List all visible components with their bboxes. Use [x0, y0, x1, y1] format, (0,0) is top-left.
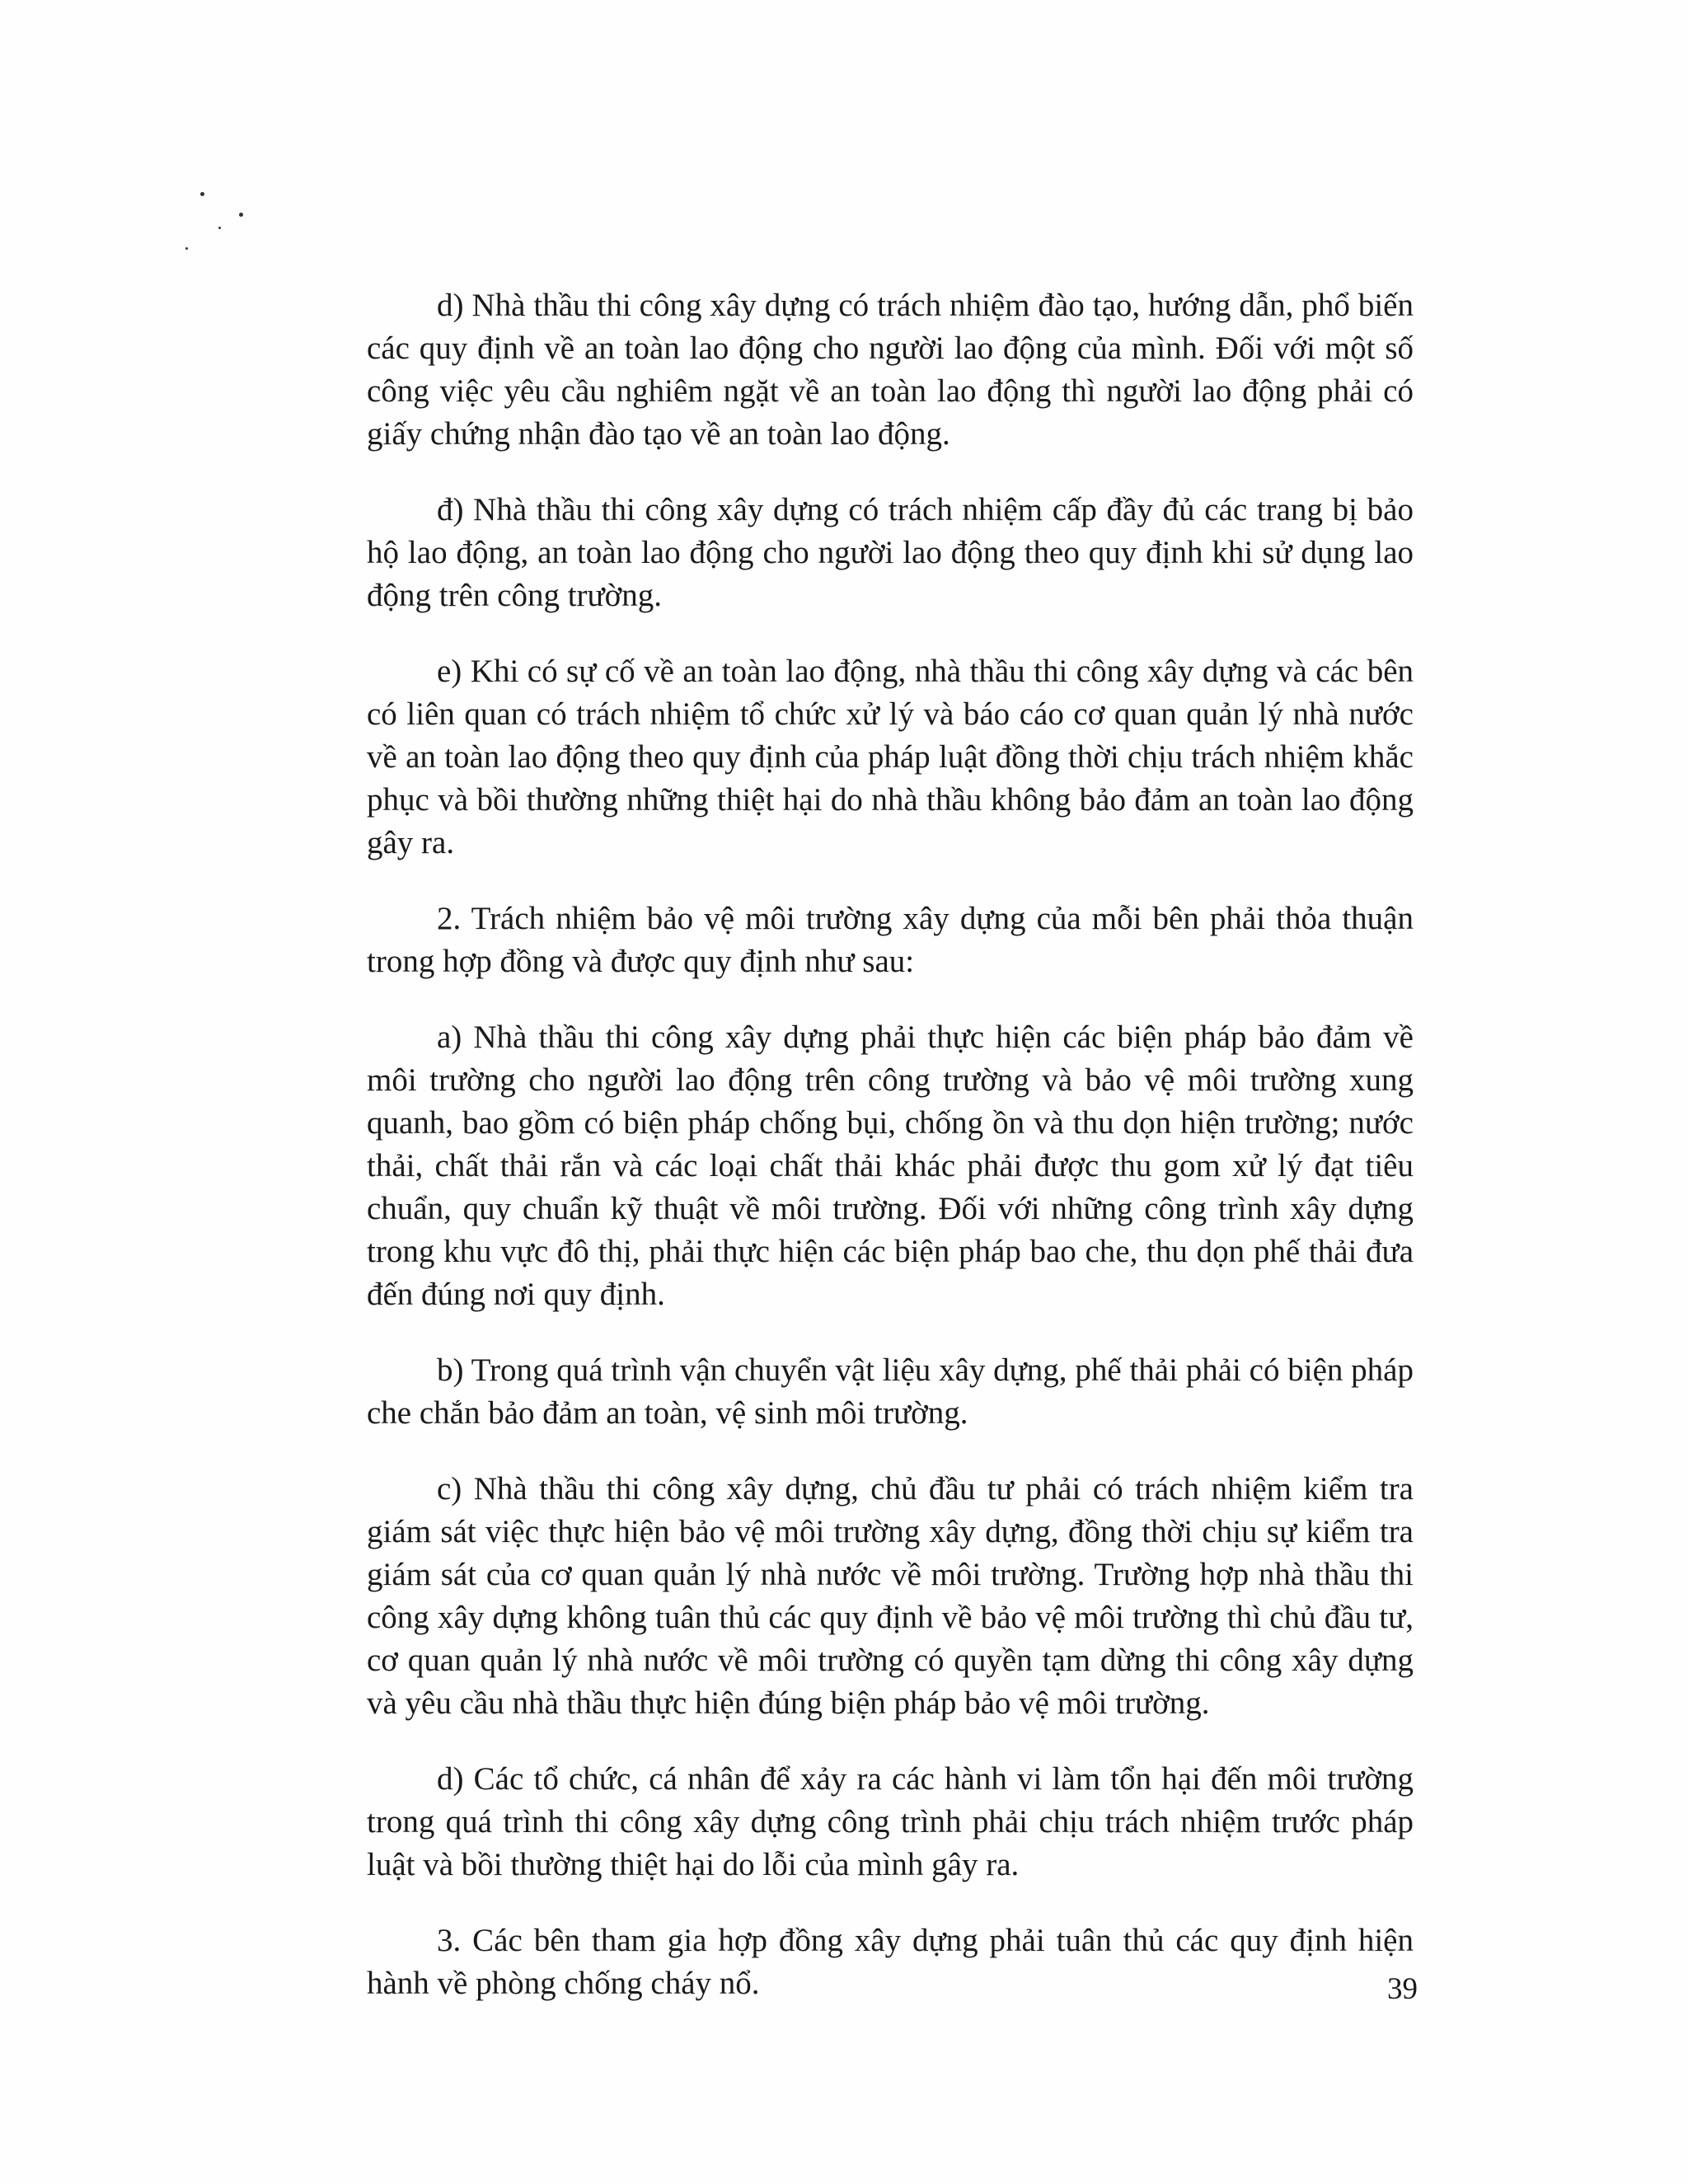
- paragraph-2-environment: 2. Trách nhiệm bảo vệ môi trường xây dựng của mỗi bên phải thỏa thuận trong hợp đồng và được quy định như sau:: [367, 901, 1414, 979]
- paragraph-c-supervision: c) Nhà thầu thi công xây dựng, chủ đầu tư phải có trách nhiệm kiểm tra giám sát việc thực hiện bảo vệ môi trường xây dựng, đồng thời chịu sự kiểm tra giám sát của cơ quan quản lý nhà nước về môi trường. Trường hợp nhà thầu thi công xây dựng không tuân thủ các quy định về bảo vệ môi trường thì chủ đầu tư, cơ quan quản lý nhà nước về môi trường có quyền tạm dừng thi công xây dựng và yêu cầu nhà thầu thực hiện đúng biện pháp bảo vệ môi trường.: [367, 1471, 1414, 1721]
- scan-speck: [239, 213, 243, 217]
- scan-speck: [218, 227, 221, 229]
- page-number: 39: [1387, 1972, 1418, 2006]
- body-text: [367, 284, 1414, 2038]
- paragraph-3-fire-prevention: 3. Các bên tham gia hợp đồng xây dựng phải tuân thủ các quy định hiện hành về phòng chống cháy nổ.: [367, 1923, 1414, 2001]
- paragraph-d-liability: d) Các tổ chức, cá nhân để xảy ra các hành vi làm tổn hại đến môi trường trong quá trình thi công xây dựng công trình phải chịu trách nhiệm trước pháp luật và bồi thường thiệt hại do lỗi của mình gây ra.: [367, 1761, 1414, 1882]
- scan-speck: [200, 192, 204, 196]
- scan-speck: [185, 247, 188, 250]
- paragraph-dd-protective-equipment: đ) Nhà thầu thi công xây dựng có trách nhiệm cấp đầy đủ các trang bị bảo hộ lao động, an toàn lao động cho người lao động theo quy định khi sử dụng lao động trên công trường.: [367, 492, 1414, 613]
- paragraph-b-transport: b) Trong quá trình vận chuyển vật liệu xây dựng, phế thải phải có biện pháp che chắn bảo đảm an toàn, vệ sinh môi trường.: [367, 1352, 1414, 1431]
- paragraph-d-training: d) Nhà thầu thi công xây dựng có trách nhiệm đào tạo, hướng dẫn, phổ biến các quy định về an toàn lao động cho người lao động của mình. Đối với một số công việc yêu cầu nghiêm ngặt về an toàn lao động thì người lao động phải có giấy chứng nhận đào tạo về an toàn lao động.: [367, 288, 1414, 452]
- paragraph-e-incident: e) Khi có sự cố về an toàn lao động, nhà thầu thi công xây dựng và các bên có liên quan có trách nhiệm tổ chức xử lý và báo cáo cơ quan quản lý nhà nước về an toàn lao động theo quy định của pháp luật đồng thời chịu trách nhiệm khắc phục và bồi thường những thiệt hại do nhà thầu không bảo đảm an toàn lao động gây ra.: [367, 654, 1414, 860]
- paragraph-a-environment-measures: a) Nhà thầu thi công xây dựng phải thực hiện các biện pháp bảo đảm về môi trường cho người lao động trên công trường và bảo vệ môi trường xung quanh, bao gồm có biện pháp chống bụi, chống ồn và thu dọn hiện trường; nước thải, chất thải rắn và các loại chất thải khác phải được thu gom xử lý đạt tiêu chuẩn, quy chuẩn kỹ thuật về môi trường. Đối với những công trình xây dựng trong khu vực đô thị, phải thực hiện các biện pháp bao che, thu dọn phế thải đưa đến đúng nơi quy định.: [367, 1019, 1414, 1312]
